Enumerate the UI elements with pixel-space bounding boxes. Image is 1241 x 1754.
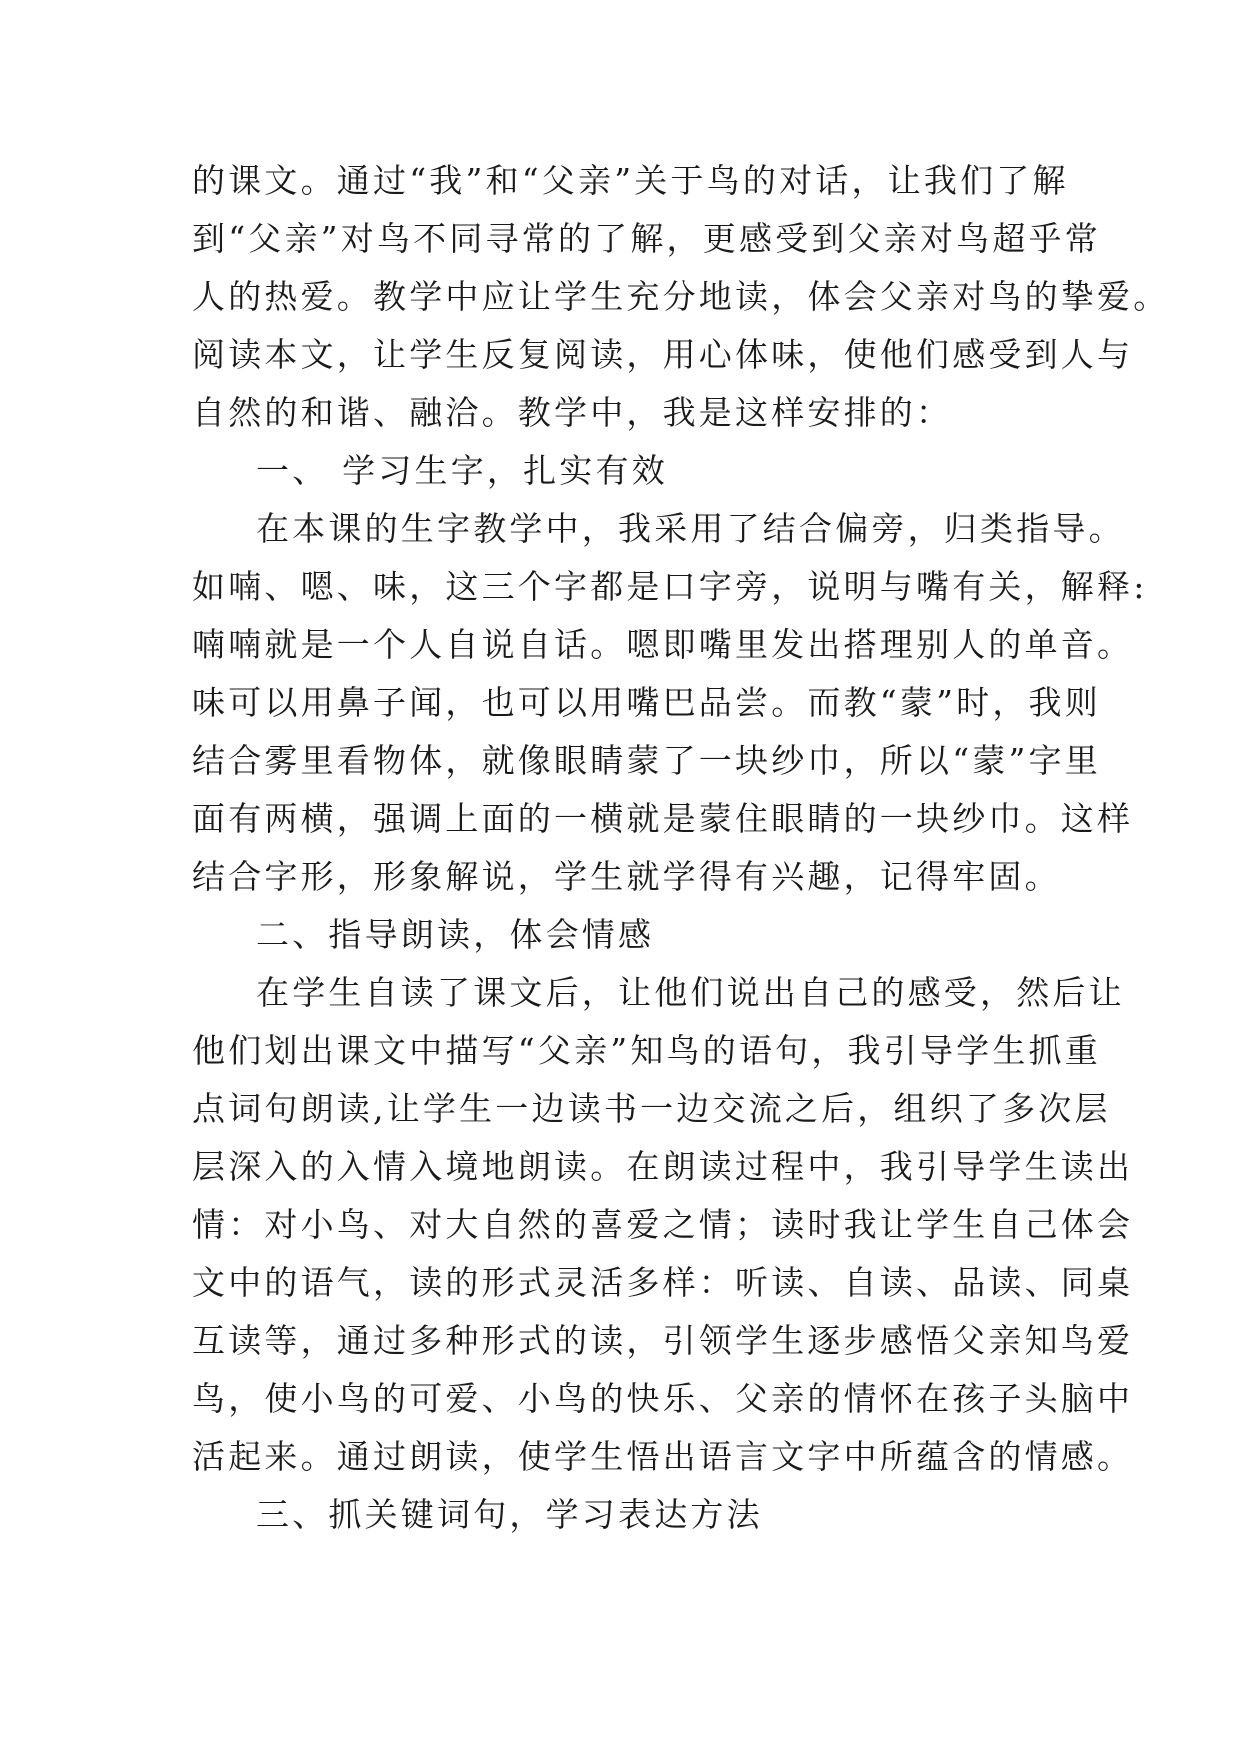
text-line: 自然的和谐、融洽。教学中，我是这样安排的：: [192, 393, 953, 432]
section-heading-1: 一、 学习生字，扎实有效: [256, 451, 668, 490]
text-line: 结合字形，形象解说，学生就学得有兴趣，记得牢固。: [192, 857, 1061, 896]
text-line: 的课文。通过“我”和“父亲”关于鸟的对话，让我们了解: [192, 161, 1069, 200]
text-line: 层深入的入情入境地朗读。在朗读过程中，我引导学生读出: [192, 1147, 1134, 1186]
section-heading-2: 二、指导朗读，体会情感: [256, 915, 655, 954]
paragraph-first-line: 在学生自读了课文后，让他们说出自己的感受，然后让: [256, 973, 1125, 1012]
text-line: 情：对小鸟、对大自然的喜爱之情；读时我让学生自己体会: [192, 1205, 1134, 1244]
text-line: 喃喃就是一个人自说自话。嗯即嘴里发出搭理别人的单音。: [192, 625, 1134, 664]
text-line: 结合雾里看物体，就像眼睛蒙了一块纱巾，所以“蒙”字里: [192, 741, 1101, 780]
text-line: 他们划出课文中描写“父亲”知鸟的语句，我引导学生抓重: [192, 1031, 1101, 1070]
text-line: 面有两横，强调上面的一横就是蒙住眼睛的一块纱巾。这样: [192, 799, 1134, 838]
text-line: 人的热爱。教学中应让学生充分地读，体会父亲对鸟的挚爱。: [192, 277, 1170, 316]
body-text: [192, 152, 1170, 1544]
text-line: 文中的语气，读的形式灵活多样：听读、自读、品读、同桌: [192, 1263, 1134, 1302]
text-line: 阅读本文，让学生反复阅读，用心体味，使他们感受到人与: [192, 335, 1134, 374]
section-heading-3: 三、抓关键词句，学习表达方法: [256, 1495, 763, 1534]
text-line: 味可以用鼻子闻，也可以用嘴巴品尝。而教“蒙”时，我则: [192, 683, 1101, 722]
text-line: 鸟，使小鸟的可爱、小鸟的快乐、父亲的情怀在孩子头脑中: [192, 1379, 1134, 1418]
paragraph-first-line: 在本课的生字教学中，我采用了结合偏旁，归类指导。: [256, 509, 1125, 548]
text-line: 活起来。通过朗读，使学生悟出语言文字中所蕴含的情感。: [192, 1437, 1134, 1476]
text-line: 互读等，通过多种形式的读，引领学生逐步感悟父亲知鸟爱: [192, 1321, 1134, 1360]
text-line: 如喃、嗯、味，这三个字都是口字旁，说明与嘴有关，解释:: [192, 567, 1148, 606]
text-line: 到“父亲”对鸟不同寻常的了解，更感受到父亲对鸟超乎常: [192, 219, 1101, 258]
text-line: 点词句朗读,让学生一边读书一边交流之后，组织了多次层: [192, 1089, 1111, 1128]
